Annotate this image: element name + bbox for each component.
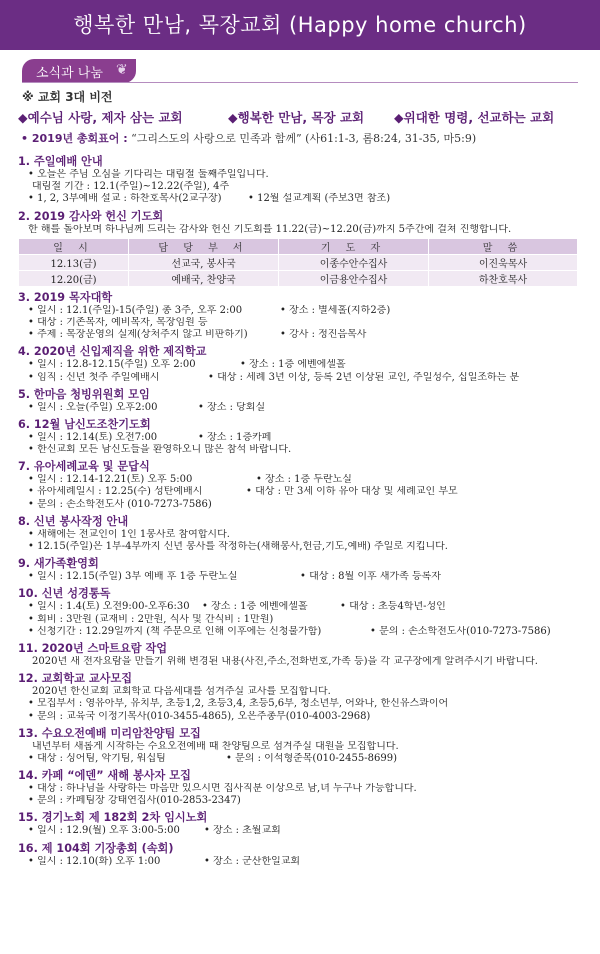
notice-title: 1. 주일예배 안내 — [18, 155, 103, 168]
notice-line — [18, 372, 584, 384]
notice-text: • 일시 : 12.1(주일)-15(주일) 총 3주, 오후 2:00 — [28, 304, 243, 316]
notice-text: • 일시 : 12.14(토) 오전7:00 — [28, 431, 158, 443]
notice-line: • 문의 : 손소학전도사 (010-7273-7586) — [28, 498, 212, 510]
notice-line: 내년부터 새롭게 시작하는 수요오전예배 때 찬양팀으로 섬겨주실 대원을 모집합니다. — [32, 740, 399, 752]
notice-section — [18, 586, 584, 638]
notice-line — [18, 571, 584, 583]
notice-section — [18, 641, 584, 668]
notice-section — [18, 514, 584, 553]
notice-line: 2020년 새 전자요람을 만들기 위해 변경된 내용(사진,주소,전화번호,가족 등)을 각 교구장에게 알려주시기 바랍니다. — [32, 655, 538, 667]
notice-section — [18, 726, 584, 765]
notice-line — [18, 432, 584, 444]
notice-line — [18, 825, 584, 837]
notice-text: • 장소 : 1층카페 — [198, 431, 272, 443]
section-tag — [22, 59, 136, 83]
table-cell: 이진욱목사 — [429, 254, 578, 270]
notice-line: 2020년 한신교회 교회학교 다음세대를 섬겨주실 교사를 모집합니다. — [32, 686, 331, 698]
notice-text: • 대상 : 싱어팀, 악기팀, 워십팀 — [28, 752, 166, 764]
header-banner — [0, 0, 600, 50]
table-cell: 예배국, 찬양국 — [129, 270, 279, 286]
notice-section — [18, 841, 584, 868]
notice-section — [18, 556, 584, 583]
notice-section — [18, 387, 584, 414]
notice-line: • 대상 : 기존목자, 예비목자, 목장임원 등 — [28, 316, 208, 328]
notice-text: • 대상 : 8월 이후 새가족 등록자 — [300, 571, 441, 583]
notice-line — [18, 486, 584, 498]
notice-section — [18, 768, 584, 807]
notice-title: 5. 한마음 청빙위원회 모임 — [18, 387, 150, 401]
table-row — [19, 254, 578, 270]
notice-text: • 장소 : 군산한일교회 — [204, 855, 301, 867]
vision-item: ◆위대한 명령, 선교하는 교회 — [394, 110, 555, 125]
motto-label: • 2019년 총회표어 : — [21, 132, 128, 145]
notice-title: 16. 제 104회 기장총회 (속회) — [18, 841, 174, 855]
notice-text: • 장소 : 1층 에벤에셀홀 — [240, 359, 346, 371]
table-header: 기 도 자 — [279, 238, 429, 254]
notice-text: • 주제 : 목장운영의 실제(상처주지 않고 비판하기) — [28, 329, 248, 341]
notice-title: 7. 유아세례교육 및 문답식 — [18, 460, 150, 474]
notice-text: • 장소 : 별세홀(지하2층) — [280, 304, 391, 316]
notice-text: • 강사 : 정진음목사 — [280, 329, 367, 341]
notice-line — [18, 329, 584, 341]
table-cell: 이종수안수집사 — [279, 254, 429, 270]
notice-title: 11. 2020년 스마트요람 작업 — [18, 641, 168, 655]
notice-text: • 일시 : 12.15(주일) 3부 예배 후 1층 두란노실 — [28, 571, 238, 583]
table-header: 담 당 부 서 — [129, 238, 279, 254]
notice-line: • 문의 : 카페팀장 강태연집사(010-2853-2347) — [28, 795, 241, 807]
vision-item: ◆예수님 사랑, 제자 삼는 교회 — [18, 110, 183, 125]
vision-item: ◆행복한 만남, 목장 교회 — [228, 110, 365, 125]
notice-line: 한 해를 돌아보며 하나님께 드리는 감사와 헌신 기도회를 11.22(금)~12.20(금)까지 5주간에 걸쳐 진행합니다. — [28, 223, 512, 235]
notice-title: 8. 신년 봉사작정 안내 — [18, 514, 129, 528]
notice-text: • 12월 설교계획 (주보3면 참조) — [248, 193, 391, 205]
notice-line — [18, 856, 584, 868]
notice-text: • 장소 : 당회실 — [198, 401, 266, 413]
notice-section — [18, 459, 584, 511]
notice-title: 3. 2019 목자대학 — [18, 290, 113, 304]
notice-text: • 일시 : 12.8-12.15(주일) 오후 2:00 — [28, 359, 196, 371]
table-header-row — [19, 238, 578, 254]
notice-title: 4. 2020년 신입제직을 위한 제직학교 — [18, 345, 207, 359]
notice-section — [18, 810, 584, 837]
notice-line: • 회비 : 3만원 (교재비 : 2만원, 식사 및 간식비 : 1만원) — [28, 613, 274, 625]
notice-line: • 문의 : 교육국 이정기목사(010-3455-4865), 오은주총무(010-4003-2968) — [28, 710, 371, 722]
notice-title: 9. 새가족환영회 — [18, 557, 99, 571]
notice-text: • 임직 : 신년 첫주 주일예배시 — [28, 371, 160, 383]
notice-line — [18, 626, 584, 638]
notice-text: • 일시 : 오늘(주일) 오후2:00 — [28, 401, 158, 413]
vision-list — [18, 108, 584, 129]
notice-title: 6. 12월 남신도조찬기도회 — [18, 417, 151, 431]
notice-text: • 문의 : 이석형준목(010-2455-8699) — [226, 752, 397, 764]
section-tag-label: 소식과 나눔 — [36, 66, 103, 81]
notice-text: • 문의 : 손소학전도사(010-7273-7586) — [370, 625, 551, 637]
notice-text: • 일시 : 12.10(화) 오후 1:00 — [28, 855, 161, 867]
notice-text: • 유아세례일시 : 12.25(수) 성탄예배시 — [28, 486, 203, 498]
notice-line: • 대상 : 하나님을 사랑하는 마음만 있으시면 집사직분 이상으로 남,녀 누구나 가능합니다. — [28, 783, 417, 795]
notice-text: • 대상 : 초등4학년-성인 — [340, 601, 446, 613]
notice-text: • 대상 : 세례 3년 이상, 등록 2년 이상된 교인, 주일성수, 십일조하는 분 — [208, 371, 520, 383]
notice-text: • 장소 : 1층 두란노실 — [256, 474, 352, 486]
table-row — [19, 270, 578, 286]
notice-title: 12. 교회학교 교사모집 — [18, 672, 133, 686]
table-cell: 이금용안수집사 — [279, 270, 429, 286]
notice-text: • 1, 2, 3부예배 설교 : 하찬호목사(2교구장) — [28, 193, 222, 205]
notice-text: • 일시 : 12.9(월) 오후 3:00-5:00 — [28, 825, 180, 837]
notice-text: • 대상 : 만 3세 이하 유아 대상 및 세례교인 부모 — [246, 486, 458, 498]
notice-section — [18, 417, 584, 456]
motto — [21, 130, 584, 146]
divider — [22, 82, 578, 83]
leaf-icon: ❦ — [116, 62, 128, 78]
notice-section — [18, 344, 584, 383]
notice-section — [18, 671, 584, 723]
notice-text: • 신청기간 : 12.29일까지 (책 주문으로 인해 이후에는 신청불가함) — [28, 625, 322, 637]
notice-title: 2. 2019 감사와 헌신 기도회 — [18, 209, 164, 223]
notice-line — [18, 402, 584, 414]
notice-title: 14. 카페 “에덴” 새해 봉사자 모집 — [18, 769, 191, 783]
table-cell: 선교국, 봉사국 — [129, 254, 279, 270]
notice-line: • 오늘은 주님 오심을 기다리는 대림절 둘째주일입니다. — [28, 169, 269, 180]
vision-heading: ※ 교회 3대 비전 — [22, 90, 113, 104]
notice-text: • 일시 : 12.14-12.21(토) 오후 5:00 — [28, 474, 193, 486]
notice-line — [18, 305, 584, 317]
notice-line: • 12.15(주일)은 1부-4부까지 신년 봉사를 작정하는(새해봉사,헌금,기도,예배) 주일로 지킵니다. — [28, 541, 448, 552]
table-header: 말 씀 — [429, 238, 578, 254]
page-title: 행복한 만남, 목장교회 (Happy home church) — [73, 13, 527, 37]
table-cell: 12.13(금) — [19, 254, 129, 270]
notice-line — [18, 359, 584, 371]
notice-title: 10. 신년 성경통독 — [18, 587, 111, 601]
table-cell: 12.20(금) — [19, 270, 129, 286]
notice-line: 대림절 기간 : 12.1(주일)~12.22(주일), 4주 — [32, 181, 230, 193]
notice-text: • 장소 : 1층 에벤에셀홀 — [202, 601, 308, 613]
motto-text: “그리스도의 사랑으로 민족과 함께” (사61:1-3, 롬8:24, 31-35, 마5:9) — [127, 132, 477, 145]
notice-line — [18, 753, 584, 765]
notice-title: 15. 경기노회 제 182회 2차 임시노회 — [18, 811, 208, 825]
prayer-schedule-table — [18, 238, 578, 287]
notice-line — [18, 601, 584, 613]
table-cell: 하찬호목사 — [429, 270, 578, 286]
notice-text: • 일시 : 1.4(토) 오전9:00-오후6:30 — [28, 601, 190, 613]
news-content — [18, 88, 584, 868]
notice-line — [18, 193, 584, 205]
table-header: 일 시 — [19, 238, 129, 254]
notice-line: • 새해에는 전교인이 1인 1봉사로 참여합시다. — [28, 528, 230, 540]
notice-section — [18, 209, 584, 287]
notice-line: • 모집부서 : 영유아부, 유치부, 초등1,2, 초등3,4, 초등5,6부, 청소년부, 어와나, 한신유스콰이어 — [28, 698, 449, 710]
notice-line — [18, 474, 584, 486]
notice-title: 13. 수요오전예배 미리암찬양팀 모집 — [18, 726, 201, 740]
notice-section — [18, 290, 584, 342]
notice-section — [18, 154, 584, 206]
notice-line: • 한신교회 모든 남신도들을 환영하오니 많은 참석 바랍니다. — [28, 444, 292, 456]
notice-text: • 장소 : 초월교회 — [204, 825, 281, 837]
